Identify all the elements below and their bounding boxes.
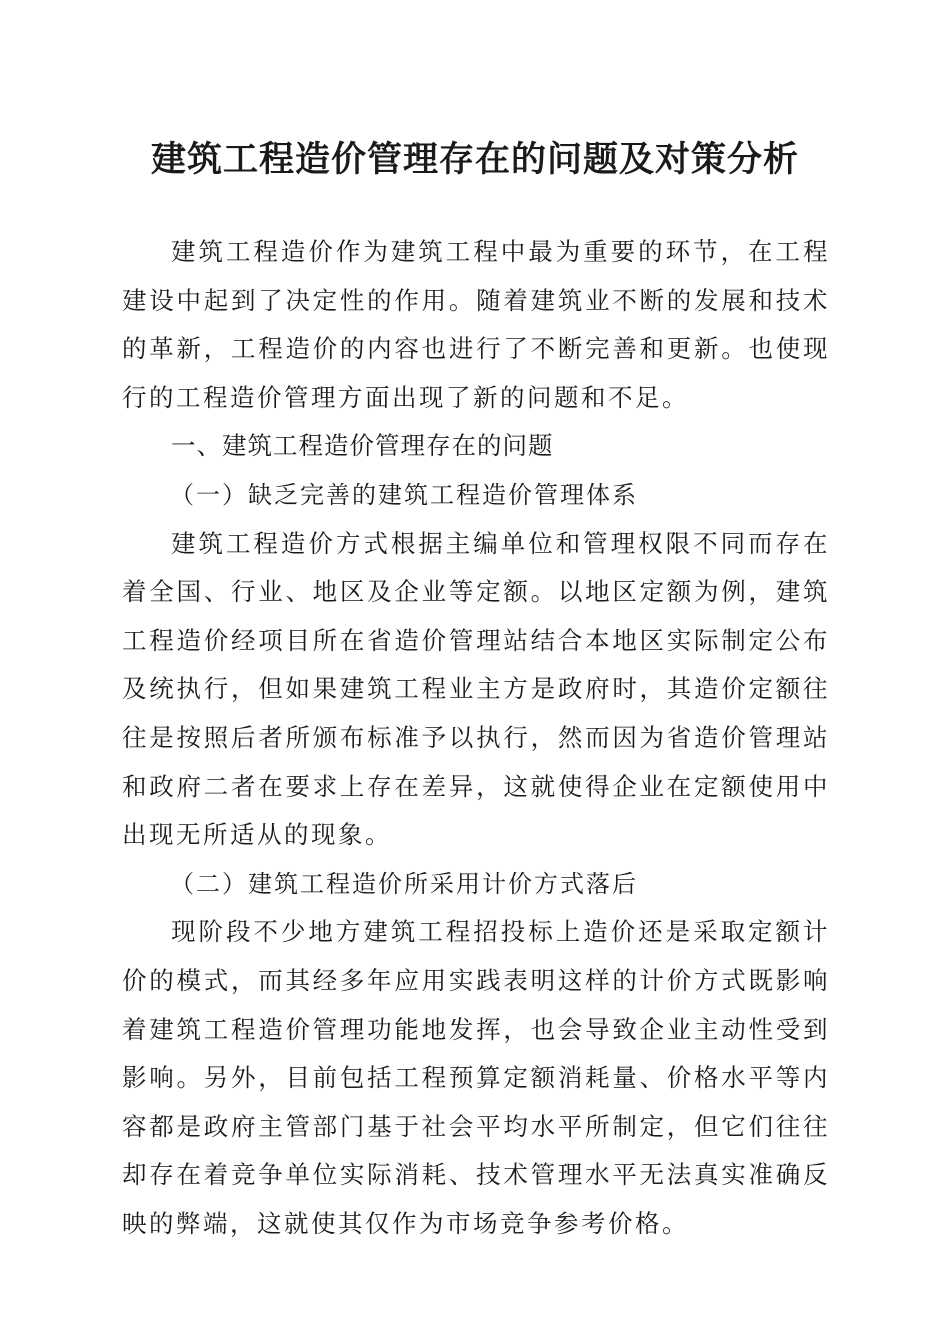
subsection-paragraph-2: 现阶段不少地方建筑工程招投标上造价还是采取定额计价的模式，而其经多年应用实践表明这样的计价方式既影响着建筑工程造价管理功能地发挥，也会导致企业主动性受到影响。另外，目前包括工程预算定额消耗量、价格水平等内容都是政府主管部门基于社会平均水平所制定，但它们往往却存在着竞争单位实际消耗、技术管理水平无法真实准确反映的弊端，这就使其仅作为市场竞争参考价格。	[122, 917, 830, 1238]
section-heading-problems: 一、建筑工程造价管理存在的问题	[171, 431, 554, 461]
intro-paragraph: 建筑工程造价作为建筑工程中最为重要的环节，在工程建设中起到了决定性的作用。随着建筑业不断的发展和技术的革新，工程造价的内容也进行了不断完善和更新。也使现行的工程造价管理方面出现了新的问题和不足。	[122, 237, 830, 412]
subsection-heading-2: （二）建筑工程造价所采用计价方式落后	[170, 869, 638, 898]
subsection-paragraph-1: 建筑工程造价方式根据主编单位和管理权限不同而存在着全国、行业、地区及企业等定额。以地区定额为例，建筑工程造价经项目所在省造价管理站结合本地区实际制定公布及统执行，但如果建筑工程业主方是政府时，其造价定额往往是按照后者所颁布标准予以执行，然而因为省造价管理站和政府二者在要求上存在差异，这就使得企业在定额使用中出现无所适从的现象。	[122, 528, 830, 850]
subsection-heading-1: （一）缺乏完善的建筑工程造价管理体系	[170, 480, 638, 509]
document-title: 建筑工程造价管理存在的问题及对策分析	[150, 139, 799, 180]
document-body	[122, 228, 830, 1248]
